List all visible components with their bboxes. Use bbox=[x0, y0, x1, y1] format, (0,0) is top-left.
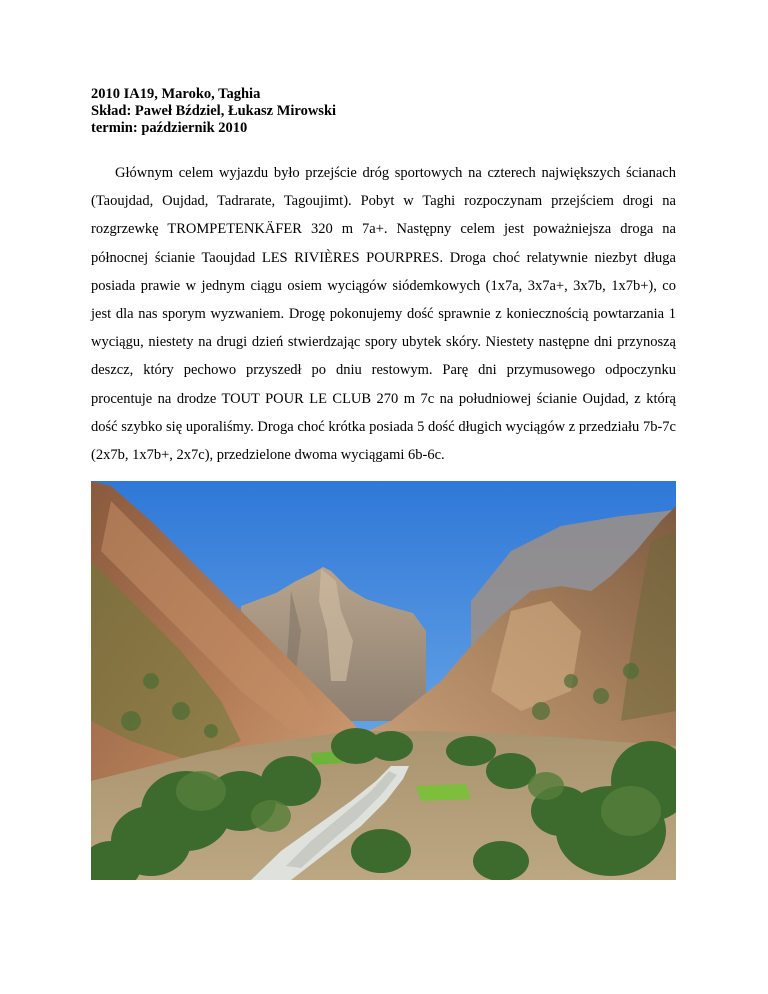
team-line: Skład: Paweł Bździel, Łukasz Mirowski bbox=[91, 103, 337, 119]
trip-title: 2010 IA19, Maroko, Taghia bbox=[91, 86, 261, 102]
document-header bbox=[91, 86, 681, 137]
date-line: termin: październik 2010 bbox=[91, 120, 248, 136]
report-paragraph: Głównym celem wyjazdu było przejście dróg sportowych na czterech największych ścianach (Taoujdad, Oujdad, Tadrarate, Tagoujimt). Pobyt w Taghi rozpoczynam przejściem drogi na rozgrzewkę TROMPETENKÄFER 320 m 7a+. Następny celem jest poważniejsza droga na północnej ścianie Taoujdad LES RIVIÈRES POURPRES. Droga choć relatywnie niezbyt długa posiada prawie w jednym ciągu osiem wyciągów siódemkowych (1x7a, 3x7a+, 3x7b, 1x7b+), co jest dla nas sporym wyzwaniem. Drogę pokonujemy dość sprawnie z koniecznością powtarzania 1 wyciągu, niestety na drugi dzień stwierdzając spory ubytek skóry. Niestety następne dni przynoszą deszcz, który pechowo przyszedł po dniu restowym. Parę dni przymusowego odpoczynku procentuje na drodze TOUT POUR LE CLUB 270 m 7c na południowej ścianie Oujdad, z którą dość szybko się uporaliśmy. Droga choć krótka posiada 5 dość długich wyciągów z przedziału 7b-7c (2x7b, 1x7b+, 2x7c), przedzielone dwoma wyciągami 6b-6c. bbox=[91, 165, 676, 464]
landscape-photo bbox=[91, 481, 676, 880]
